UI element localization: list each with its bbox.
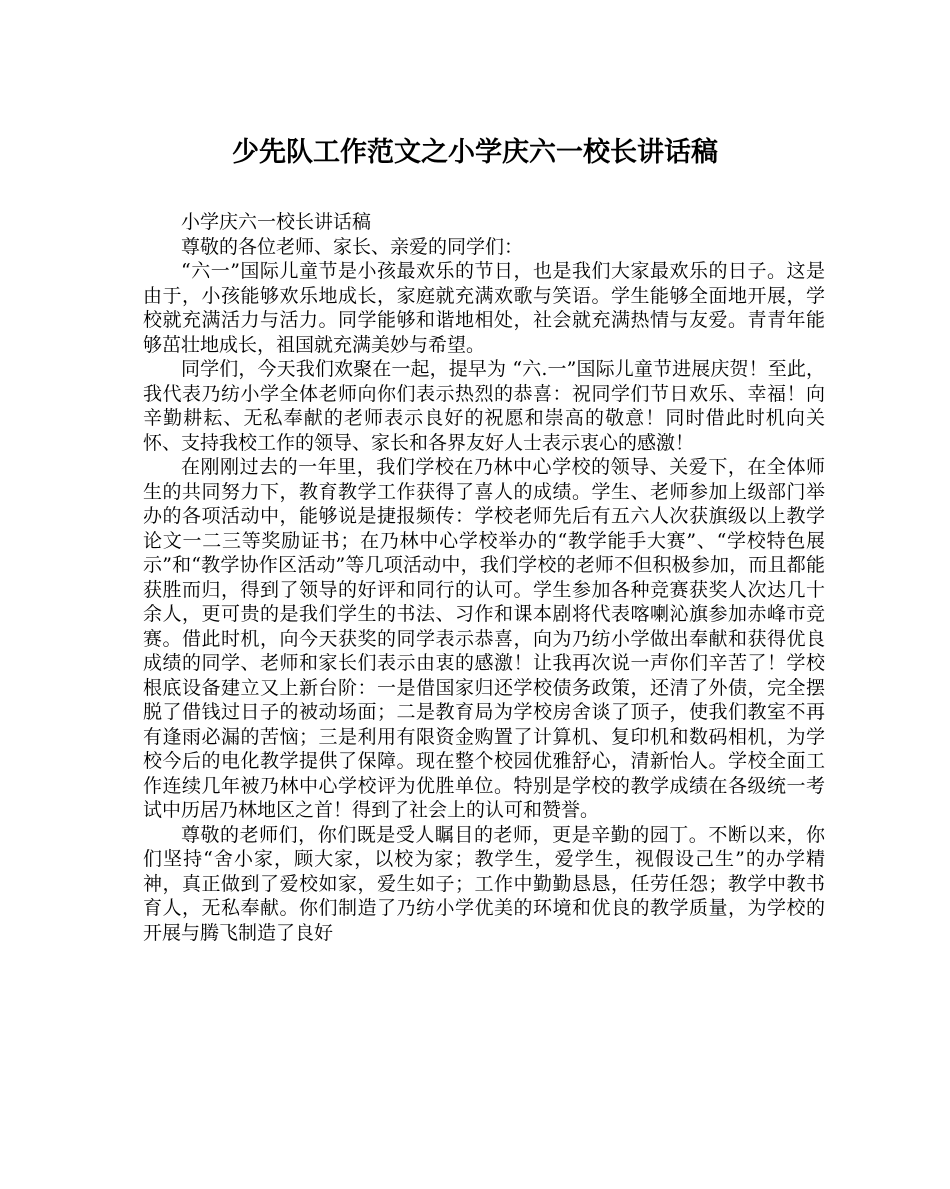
paragraph-heading: 小学庆六一校长讲话稿: [181, 211, 372, 233]
paragraph: 尊敬的老师们，你们既是受人瞩目的老师，更是辛勤的园丁。不断以来，你们坚持“舍小家，顾大家，以校为家；教学生，爱学生，视假设己生”的办学精神，真正做到了爱校如家，爱生如子；工作中勤勤恳恳，任劳任怨；教学中教书育人，无私奉献。你们制造了乃纺小学优美的环境和优良的教学质量，为学校的开展与腾飞制造了良好: [143, 823, 825, 944]
paragraph-salutation: 尊敬的各位老师、家长、亲爱的同学们：: [181, 235, 524, 258]
paragraph: 在刚刚过去的一年里，我们学校在乃林中心学校的领导、关爱下，在全体师生的共同努力下，教育教学工作获得了喜人的成绩。学生、老师参加上级部门举办的各项活动中，能够说是捷报频传：学校老师先后有五六人次获旗级以上教学论文一二三等奖励证书；在乃林中心学校举办的“教学能手大赛”、“学校特色展示”和“教学协作区活动”等几项活动中，我们学校的老师不但积极参加，而且都能获胜而归，得到了领导的好评和同行的认可。学生参加各种竞赛获奖人次达几十余人，更可贵的是我们学生的书法、习作和课本剧将代表喀喇沁旗参加赤峰市竞赛。借此时机，向今天获奖的同学表示恭喜，向为乃纺小学做出奉献和获得优良成绩的同学、老师和家长们表示由衷的感激！让我再次说一声你们辛苦了！学校根底设备建立又上新台阶：一是借国家归还学校债务政策，还清了外债，完全摆脱了借钱过日子的被动场面；二是教育局为学校房舍谈了顶子，使我们教室不再有逢雨必漏的苦恼；三是利用有限资金购置了计算机、复印机和数码相机，为学校今后的电化教学提供了保障。现在整个校园优雅舒心，清新怡人。学校全面工作连续几年被乃林中心学校评为优胜单位。特别是学校的教学成绩在各级统一考试中历居乃林地区之首！得到了社会上的认可和赞誉。: [143, 456, 825, 821]
document-body: [143, 210, 825, 945]
paragraph: “六一”国际儿童节是小孩最欢乐的节日，也是我们大家最欢乐的日子。这是由于，小孩能够欢乐地成长，家庭就充满欢歌与笑语。学生能够全面地开展，学校就充满活力与活力。同学能够和谐地相处，社会就充满热情与友爱。青青年能够茁壮地成长，祖国就充满美妙与希望。: [143, 260, 825, 356]
paragraph: 同学们，今天我们欢聚在一起，提早为 “六.一”国际儿童节进展庆贺！至此，我代表乃纺小学全体老师向你们表示热烈的恭喜：祝同学们节日欢乐、幸福！向辛勤耕耘、无私奉献的老师表示良好的祝愿和崇高的敬意！同时借此时机向关怀、支持我校工作的领导、家长和各界友好人士表示衷心的感激！: [143, 358, 825, 454]
document-title: 少先队工作范文之小学庆六一校长讲话稿: [232, 137, 718, 168]
